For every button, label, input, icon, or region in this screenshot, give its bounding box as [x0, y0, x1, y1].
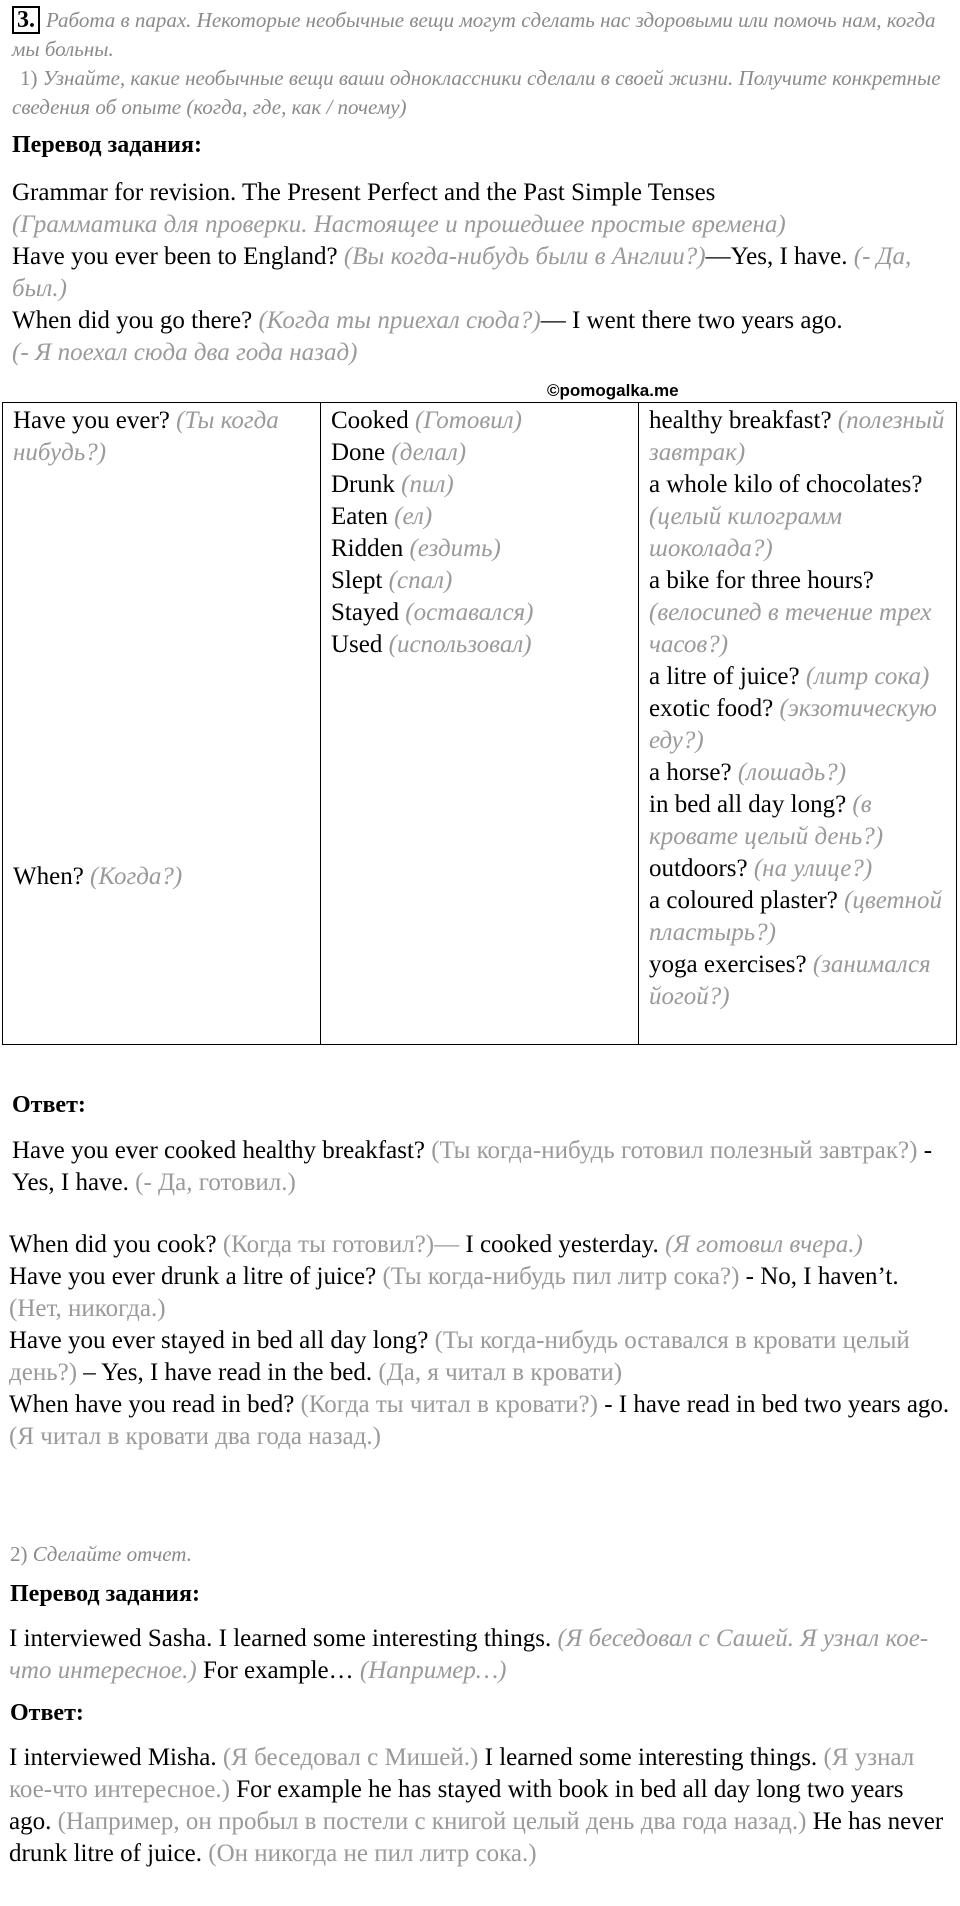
translation-sentence-ru: (Например…): [359, 1657, 507, 1684]
answer-sentence-translation: (Нет, никогда.): [9, 1295, 166, 1322]
verb-item: [331, 437, 628, 469]
verb-en: Cooked: [331, 407, 409, 434]
translation-sentence-ru: (Я беседовал с Сашей. Я узнал кое-что интересное.): [9, 1625, 929, 1684]
answer-sentence: Have you ever cooked healthy breakfast?: [12, 1137, 426, 1164]
question-have-you-ever: Have you ever?: [13, 407, 170, 434]
answer-sentence: – Yes, I have read in the bed.: [83, 1359, 373, 1386]
verb-en: Drunk: [331, 471, 395, 498]
object-ru: (в кровате целый день?): [649, 791, 884, 850]
object-ru: (лошадь?): [737, 759, 847, 786]
verb-en: Eaten: [331, 503, 388, 530]
answer-sentence: I cooked yesterday.: [465, 1231, 659, 1258]
object-item: [649, 757, 946, 789]
grammar-title: Grammar for revision. The Present Perfect and the Past Simple Tenses: [12, 179, 716, 206]
answer-sentence: When did you cook?: [9, 1231, 217, 1258]
question-cell-top: [13, 405, 310, 469]
answer-sentence: - Yes, I have.: [12, 1137, 933, 1196]
verb-ru: (оставался): [405, 599, 534, 626]
object-en: a coloured plaster?: [649, 887, 838, 914]
verb-ru: (спал): [388, 567, 453, 594]
object-ru: (экзотическую еду?): [649, 695, 937, 754]
verb-item: [331, 501, 628, 533]
table-column-objects: [639, 403, 957, 1045]
task-number: 3.: [12, 6, 40, 34]
answer-heading: Ответ:: [12, 1092, 86, 1118]
answer-paragraph-1: [12, 1135, 952, 1199]
verb-item: [331, 565, 628, 597]
object-item: [649, 949, 946, 1013]
object-ru: (занимался йогой?): [649, 951, 931, 1010]
answer-sentence: I learned some interesting things.: [484, 1744, 818, 1771]
object-ru: (на улице?): [753, 855, 873, 882]
object-ru: (цветной пластырь?): [649, 887, 942, 946]
task-intro: Работа в парах. Некоторые необычные вещи могут сделать нас здоровыми или помочь нам, когда мы больны.: [12, 8, 936, 61]
answer-sentence-translation: (Да, я читал в кровати): [378, 1359, 623, 1386]
answer-sentence-translation: (Ты когда-нибудь оставался в кровати целый день?): [9, 1327, 910, 1386]
answer-sentence-translation: (Когда ты готовил?)—: [222, 1231, 460, 1258]
object-item: [649, 885, 946, 949]
answer-sentence-translation: (Ты когда-нибудь готовил полезный завтрак?): [431, 1137, 918, 1164]
example-question-2-translation: (Когда ты приехал сюда?): [258, 307, 541, 334]
question-when-translation: (Когда?): [90, 863, 183, 890]
answer-sentence: For example he has stayed with book in bed all day long two years ago.: [9, 1776, 904, 1835]
answer-sentence-translation: (Я беседовал с Мишей.): [222, 1744, 479, 1771]
object-item: [649, 789, 946, 853]
object-en: a bike for three hours?: [649, 567, 874, 594]
task-instruction: [12, 6, 952, 122]
translation-sentence: I interviewed Sasha. I learned some interesting things.: [9, 1625, 552, 1652]
answer-sentence: Have you ever stayed in bed all day long?: [9, 1327, 429, 1354]
object-ru: (литр сока): [805, 663, 930, 690]
answer-sentence: He has never drunk litre of juice.: [9, 1808, 944, 1867]
object-ru: (целый килограмм шоколада?): [649, 503, 843, 562]
verb-item: [331, 533, 628, 565]
object-item: [649, 565, 946, 661]
example-answer-1-translation: (- Да, был.): [12, 243, 912, 302]
object-item: [649, 469, 946, 565]
object-item: [649, 853, 946, 885]
answer-paragraph-2: [9, 1229, 952, 1453]
object-en: yoga exercises?: [649, 951, 807, 978]
verb-en: Slept: [331, 567, 383, 594]
answer-sentence-translation: (Я читал в кровати два года назад.): [9, 1423, 381, 1450]
subtask-2-number: 2): [10, 1542, 28, 1566]
grammar-title-translation: (Грамматика для проверки. Настоящее и прошедшее простые времена): [12, 211, 786, 238]
vocabulary-table: [2, 402, 957, 1045]
object-en: in bed all day long?: [649, 791, 847, 818]
translation-paragraph-2: [9, 1623, 952, 1687]
verb-ru: (Готовил): [415, 407, 522, 434]
answer-heading-2: Ответ:: [10, 1700, 84, 1726]
subtask-2-text: Сделайте отчет.: [32, 1542, 192, 1566]
verb-ru: (использовал): [388, 631, 532, 658]
example-question-1-translation: (Вы когда-нибудь были в Англии?): [343, 243, 706, 270]
object-item: [649, 405, 946, 469]
verb-item: [331, 597, 628, 629]
example-answer-2-translation: (- Я поехал сюда два года назад): [12, 339, 358, 366]
verb-en: Ridden: [331, 535, 404, 562]
answer-sentence: I interviewed Misha.: [9, 1744, 217, 1771]
example-answer-1: —Yes, I have.: [705, 243, 848, 270]
subtask-text: Узнайте, какие необычные вещи ваши одноклассники сделали в своей жизни. Получите конкретные сведения об опыте (когда, где, как / почему): [12, 66, 941, 119]
answer-sentence-translation: (Я узнал кое-что интересное.): [9, 1744, 915, 1803]
verb-ru: (ездить): [409, 535, 501, 562]
verb-en: Used: [331, 631, 383, 658]
subtask-2: [10, 1542, 192, 1567]
translation-heading: Перевод задания:: [12, 132, 202, 158]
example-question-2: When did you go there?: [12, 307, 253, 334]
example-question-1: Have you ever been to England?: [12, 243, 338, 270]
translation-sentence: For example…: [202, 1657, 354, 1684]
verb-ru: (пил): [401, 471, 454, 498]
answer-sentence-translation: (Он никогда не пил литр сока.): [208, 1840, 537, 1867]
object-item: [649, 661, 946, 693]
question-cell-bottom: [13, 861, 182, 893]
object-item: [649, 693, 946, 757]
object-ru: (полезный завтрак): [649, 407, 945, 466]
example-answer-2: — I went there two years ago.: [540, 307, 843, 334]
verb-en: Stayed: [331, 599, 400, 626]
object-en: healthy breakfast?: [649, 407, 832, 434]
object-en: a whole kilo of chocolates?: [649, 471, 923, 498]
object-en: a litre of juice?: [649, 663, 800, 690]
object-en: exotic food?: [649, 695, 774, 722]
answer-sentence: - No, I haven’t.: [745, 1263, 899, 1290]
object-en: a horse?: [649, 759, 732, 786]
translation-heading-2: Перевод задания:: [10, 1581, 200, 1607]
verb-en: Done: [331, 439, 386, 466]
verb-item: [331, 629, 628, 661]
table-column-question: [3, 403, 321, 1045]
translation-block: [12, 177, 952, 369]
question-when: When?: [13, 863, 84, 890]
subtask-number: 1): [20, 66, 38, 90]
verb-item: [331, 469, 628, 501]
answer-sentence-translation: (Например, он пробыл в постели с книгой целый день два года назад.): [57, 1808, 807, 1835]
question-have-you-ever-translation: (Ты когда нибудь?): [13, 407, 279, 466]
answer-sentence-translation: (Ты когда-нибудь пил литр сока?): [382, 1263, 740, 1290]
answer-sentence: When have you read in bed?: [9, 1391, 295, 1418]
answer-sentence: Have you ever drunk a litre of juice?: [9, 1263, 377, 1290]
object-ru: (велосипед в течение трех часов?): [649, 599, 932, 658]
table-column-verbs: [321, 403, 639, 1045]
answer-sentence: - I have read in bed two years ago.: [604, 1391, 950, 1418]
answer-paragraph-3: [9, 1742, 952, 1870]
verb-item: [331, 405, 628, 437]
object-en: outdoors?: [649, 855, 748, 882]
watermark: ©pomogalka.me: [547, 381, 679, 400]
verb-ru: (делал): [391, 439, 467, 466]
answer-sentence-translation: (Я готовил вчера.): [665, 1231, 863, 1258]
verb-ru: (ел): [394, 503, 433, 530]
answer-sentence-translation: (Когда ты читал в кровати?): [300, 1391, 598, 1418]
answer-sentence-translation: (- Да, готовил.): [135, 1169, 296, 1196]
